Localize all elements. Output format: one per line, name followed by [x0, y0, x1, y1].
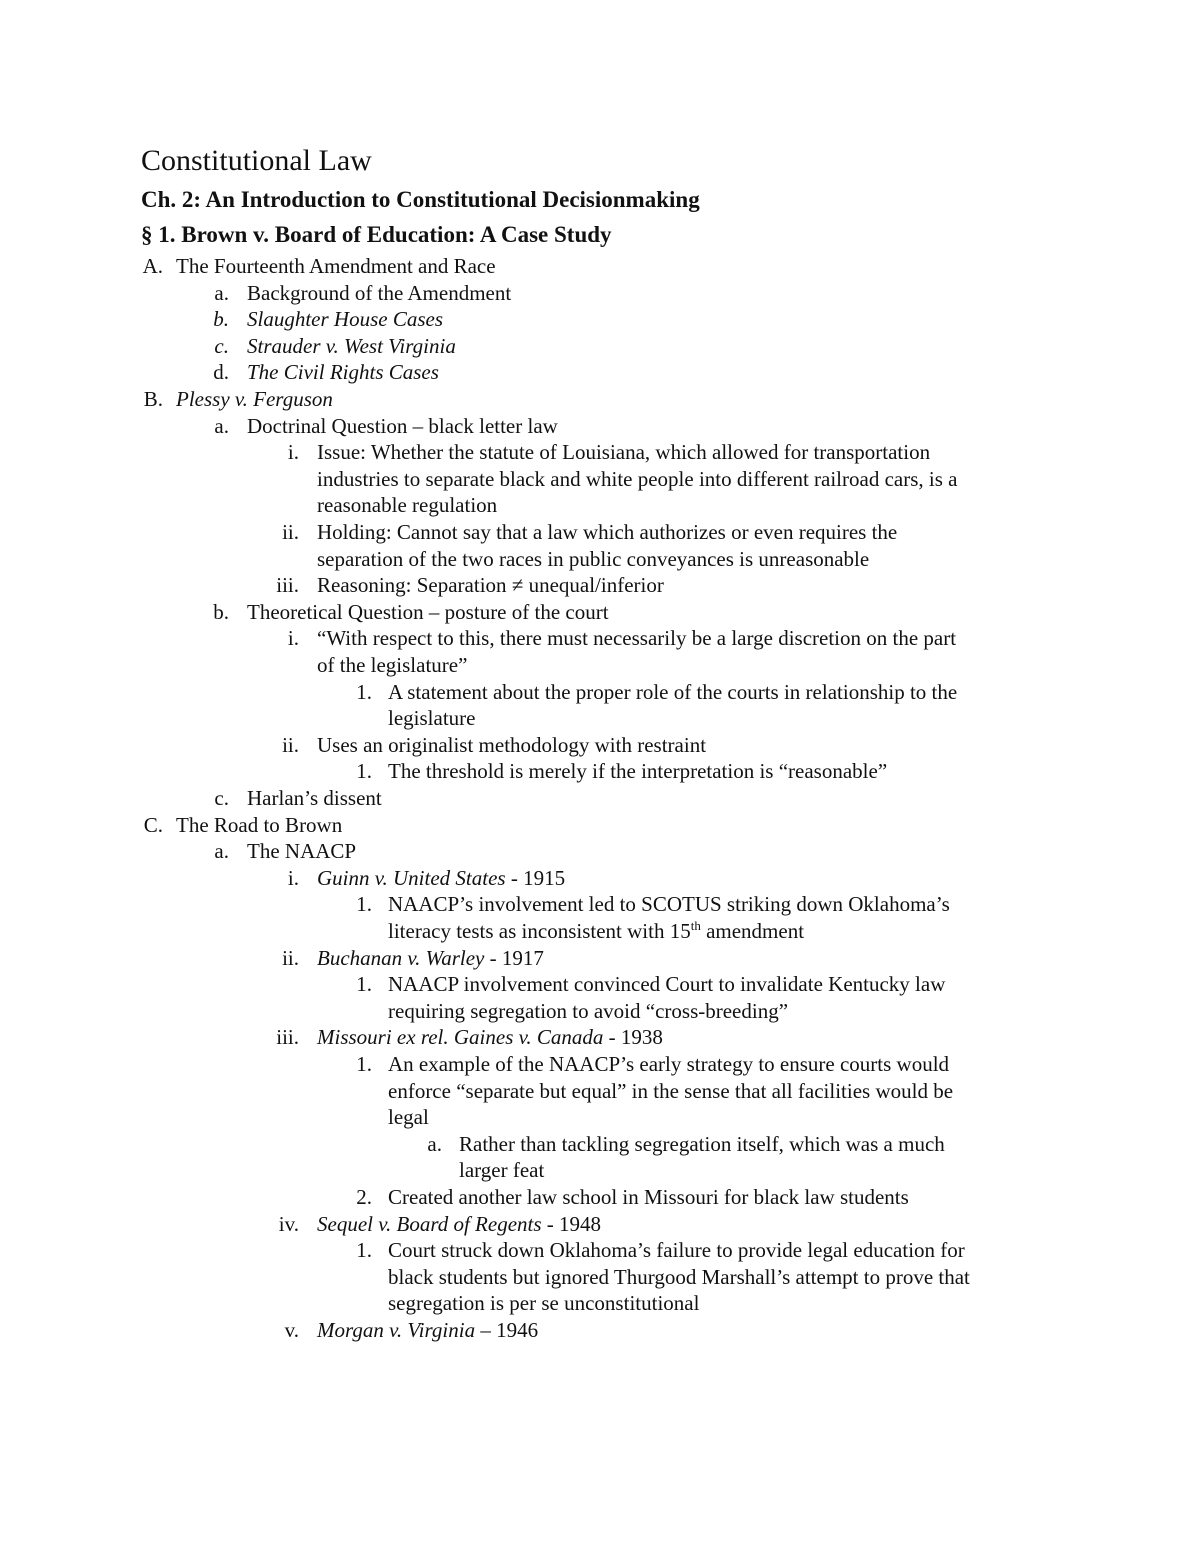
- outline-text: The Road to Brown: [176, 812, 343, 837]
- superscript-text: th: [690, 918, 701, 933]
- outline-marker: a.: [214, 413, 229, 438]
- outline-line: [388, 758, 887, 785]
- outline-text: NAACP’s involvement led to SCOTUS striking down Oklahoma’s: [388, 892, 950, 917]
- outline-marker: i.: [287, 865, 299, 890]
- outline-text: Plessy v. Ferguson: [176, 387, 333, 411]
- outline-line: [317, 732, 706, 759]
- outline-marker: A.: [142, 254, 163, 278]
- outline-text: Guinn v. United States: [317, 865, 506, 890]
- outline-line: [317, 625, 956, 652]
- outline-marker: i.: [287, 626, 299, 651]
- outline-marker: iv.: [278, 1211, 299, 1236]
- outline-line: [317, 546, 869, 573]
- outline-text: - 1915: [505, 865, 566, 890]
- outline-marker: iii.: [276, 1025, 299, 1050]
- outline-marker: b.: [213, 599, 229, 624]
- outline-text: industries to separate black and white people into different railroad cars, is a: [317, 466, 958, 491]
- outline-text: segregation is per se unconstitutional: [388, 1291, 700, 1316]
- outline-text: Uses an originalist methodology with restraint: [317, 732, 707, 757]
- outline-text: separation of the two races in public conveyances is unreasonable: [317, 546, 870, 571]
- outline-line: [388, 1237, 965, 1264]
- outline-text: literacy tests as inconsistent with 15: [388, 919, 691, 943]
- outline-line: [317, 519, 897, 546]
- outline-marker: 2.: [356, 1185, 372, 1209]
- outline-text: The threshold is merely if the interpretation is “reasonable”: [388, 759, 888, 784]
- outline-text: – 1946: [475, 1318, 539, 1342]
- outline-line: [459, 1157, 544, 1184]
- outline-text: - 1917: [484, 945, 544, 970]
- outline-text: The Civil Rights Cases: [247, 360, 439, 385]
- outline-marker: C.: [143, 812, 163, 837]
- outline-line: [317, 572, 664, 599]
- outline-line: [388, 1184, 909, 1211]
- outline-text: Background of the Amendment: [247, 280, 512, 305]
- chapter-heading: Ch. 2: An Introduction to Constitutional Decisionmaking: [141, 187, 700, 212]
- outline-text: “With respect to this, there must necessarily be a large discretion on the part: [317, 626, 957, 651]
- outline-line: [247, 280, 511, 307]
- outline-text: The Fourteenth Amendment and Race: [176, 254, 496, 278]
- outline-marker: B.: [143, 387, 163, 411]
- outline-text: Theoretical Question – posture of the court: [247, 599, 609, 624]
- outline-text: Holding: Cannot say that a law which authorizes or even requires the: [317, 520, 898, 544]
- outline-line: [388, 679, 957, 706]
- outline-text: An example of the NAACP’s early strategy to ensure courts would: [388, 1052, 950, 1076]
- outline-line: [317, 1024, 663, 1051]
- outline-line: [247, 785, 382, 812]
- outline-line: [247, 413, 558, 440]
- outline-line: [317, 652, 467, 679]
- outline-marker: d.: [213, 360, 229, 385]
- outline-text: Missouri ex rel. Gaines v. Canada: [317, 1025, 604, 1050]
- outline-text: NAACP involvement convinced Court to invalidate Kentucky law: [388, 972, 946, 997]
- outline-line: [388, 998, 788, 1025]
- outline-marker: b.: [213, 307, 229, 332]
- outline-line: [247, 333, 456, 360]
- outline-marker: ii.: [282, 732, 299, 757]
- outline-text: Created another law school in Missouri for black law students: [388, 1185, 909, 1209]
- outline-line: [388, 891, 950, 918]
- outline-marker: a.: [427, 1131, 442, 1156]
- outline-marker: a.: [214, 839, 229, 864]
- outline-line: [388, 1264, 970, 1291]
- outline-line: [247, 838, 356, 865]
- outline-line: [317, 466, 957, 493]
- outline-marker: 1.: [356, 759, 372, 784]
- outline-line: [317, 1211, 601, 1238]
- outline-text: A statement about the proper role of the courts in relationship to the: [388, 679, 958, 704]
- outline-marker: 1.: [356, 892, 372, 917]
- outline-text: Buchanan v. Warley: [317, 945, 485, 970]
- outline-text: legal: [388, 1105, 429, 1130]
- outline-text: Rather than tackling segregation itself, which was a much: [459, 1131, 945, 1156]
- outline-line: [247, 306, 443, 333]
- outline-text: Reasoning: Separation ≠ unequal/inferior: [317, 573, 664, 598]
- outline-line: [388, 1051, 949, 1078]
- outline-text: Sequel v. Board of Regents: [317, 1211, 542, 1236]
- outline-text: Harlan’s dissent: [247, 786, 382, 810]
- outline-text: Slaughter House Cases: [247, 307, 443, 332]
- outline-marker: c.: [214, 333, 229, 358]
- outline-marker: c.: [214, 786, 229, 810]
- outline-marker: 1.: [356, 1238, 372, 1263]
- outline-text: of the legislature”: [317, 653, 468, 677]
- outline-text: Morgan v. Virginia: [317, 1318, 476, 1342]
- outline-line: [176, 386, 333, 413]
- outline-line: [388, 918, 804, 945]
- outline-marker: i.: [287, 440, 299, 465]
- document-title: Constitutional Law: [141, 144, 372, 177]
- outline-text: Court struck down Oklahoma’s failure to provide legal education for: [388, 1238, 965, 1263]
- outline-text: Issue: Whether the statute of Louisiana, which allowed for transportation: [317, 440, 931, 465]
- outline-text: Doctrinal Question – black letter law: [247, 413, 558, 438]
- outline-line: [176, 253, 496, 280]
- outline-text: Strauder v. West Virginia: [247, 333, 456, 358]
- outline-line: [388, 1078, 953, 1105]
- outline-line: [388, 1104, 429, 1131]
- outline-marker: v.: [284, 1318, 299, 1342]
- outline-text: - 1948: [541, 1211, 602, 1236]
- outline-line: [388, 971, 945, 998]
- outline-text: enforce “separate but equal” in the sense that all facilities would be: [388, 1078, 954, 1103]
- outline-text: black students but ignored Thurgood Marshall’s attempt to prove that: [388, 1264, 970, 1289]
- outline-text: larger feat: [459, 1158, 545, 1183]
- outline-marker: 1.: [356, 1052, 372, 1076]
- outline-line: [317, 492, 497, 519]
- outline-line: [317, 439, 930, 466]
- outline-text: - 1938: [603, 1025, 663, 1050]
- outline-line: [317, 865, 565, 892]
- section-heading: § 1. Brown v. Board of Education: A Case Study: [141, 222, 612, 247]
- outline-marker: 1.: [356, 679, 372, 704]
- outline-text: legislature: [388, 706, 476, 731]
- outline-line: [176, 812, 342, 839]
- outline-line: [317, 1317, 538, 1344]
- outline-marker: 1.: [356, 972, 372, 997]
- outline-text: amendment: [700, 919, 805, 943]
- outline-marker: a.: [214, 280, 229, 305]
- outline-text: requiring segregation to avoid “cross-breeding”: [388, 998, 789, 1023]
- outline-line: [388, 705, 475, 732]
- outline-line: [388, 1290, 699, 1317]
- outline-line: [247, 359, 439, 386]
- outline-line: [247, 599, 609, 626]
- outline-marker: iii.: [276, 573, 299, 598]
- outline-text: The NAACP: [247, 839, 357, 864]
- outline-line: [459, 1131, 945, 1158]
- outline-text: reasonable regulation: [317, 493, 498, 518]
- outline-marker: ii.: [282, 945, 299, 970]
- outline-marker: ii.: [282, 520, 299, 544]
- outline-line: [317, 945, 544, 972]
